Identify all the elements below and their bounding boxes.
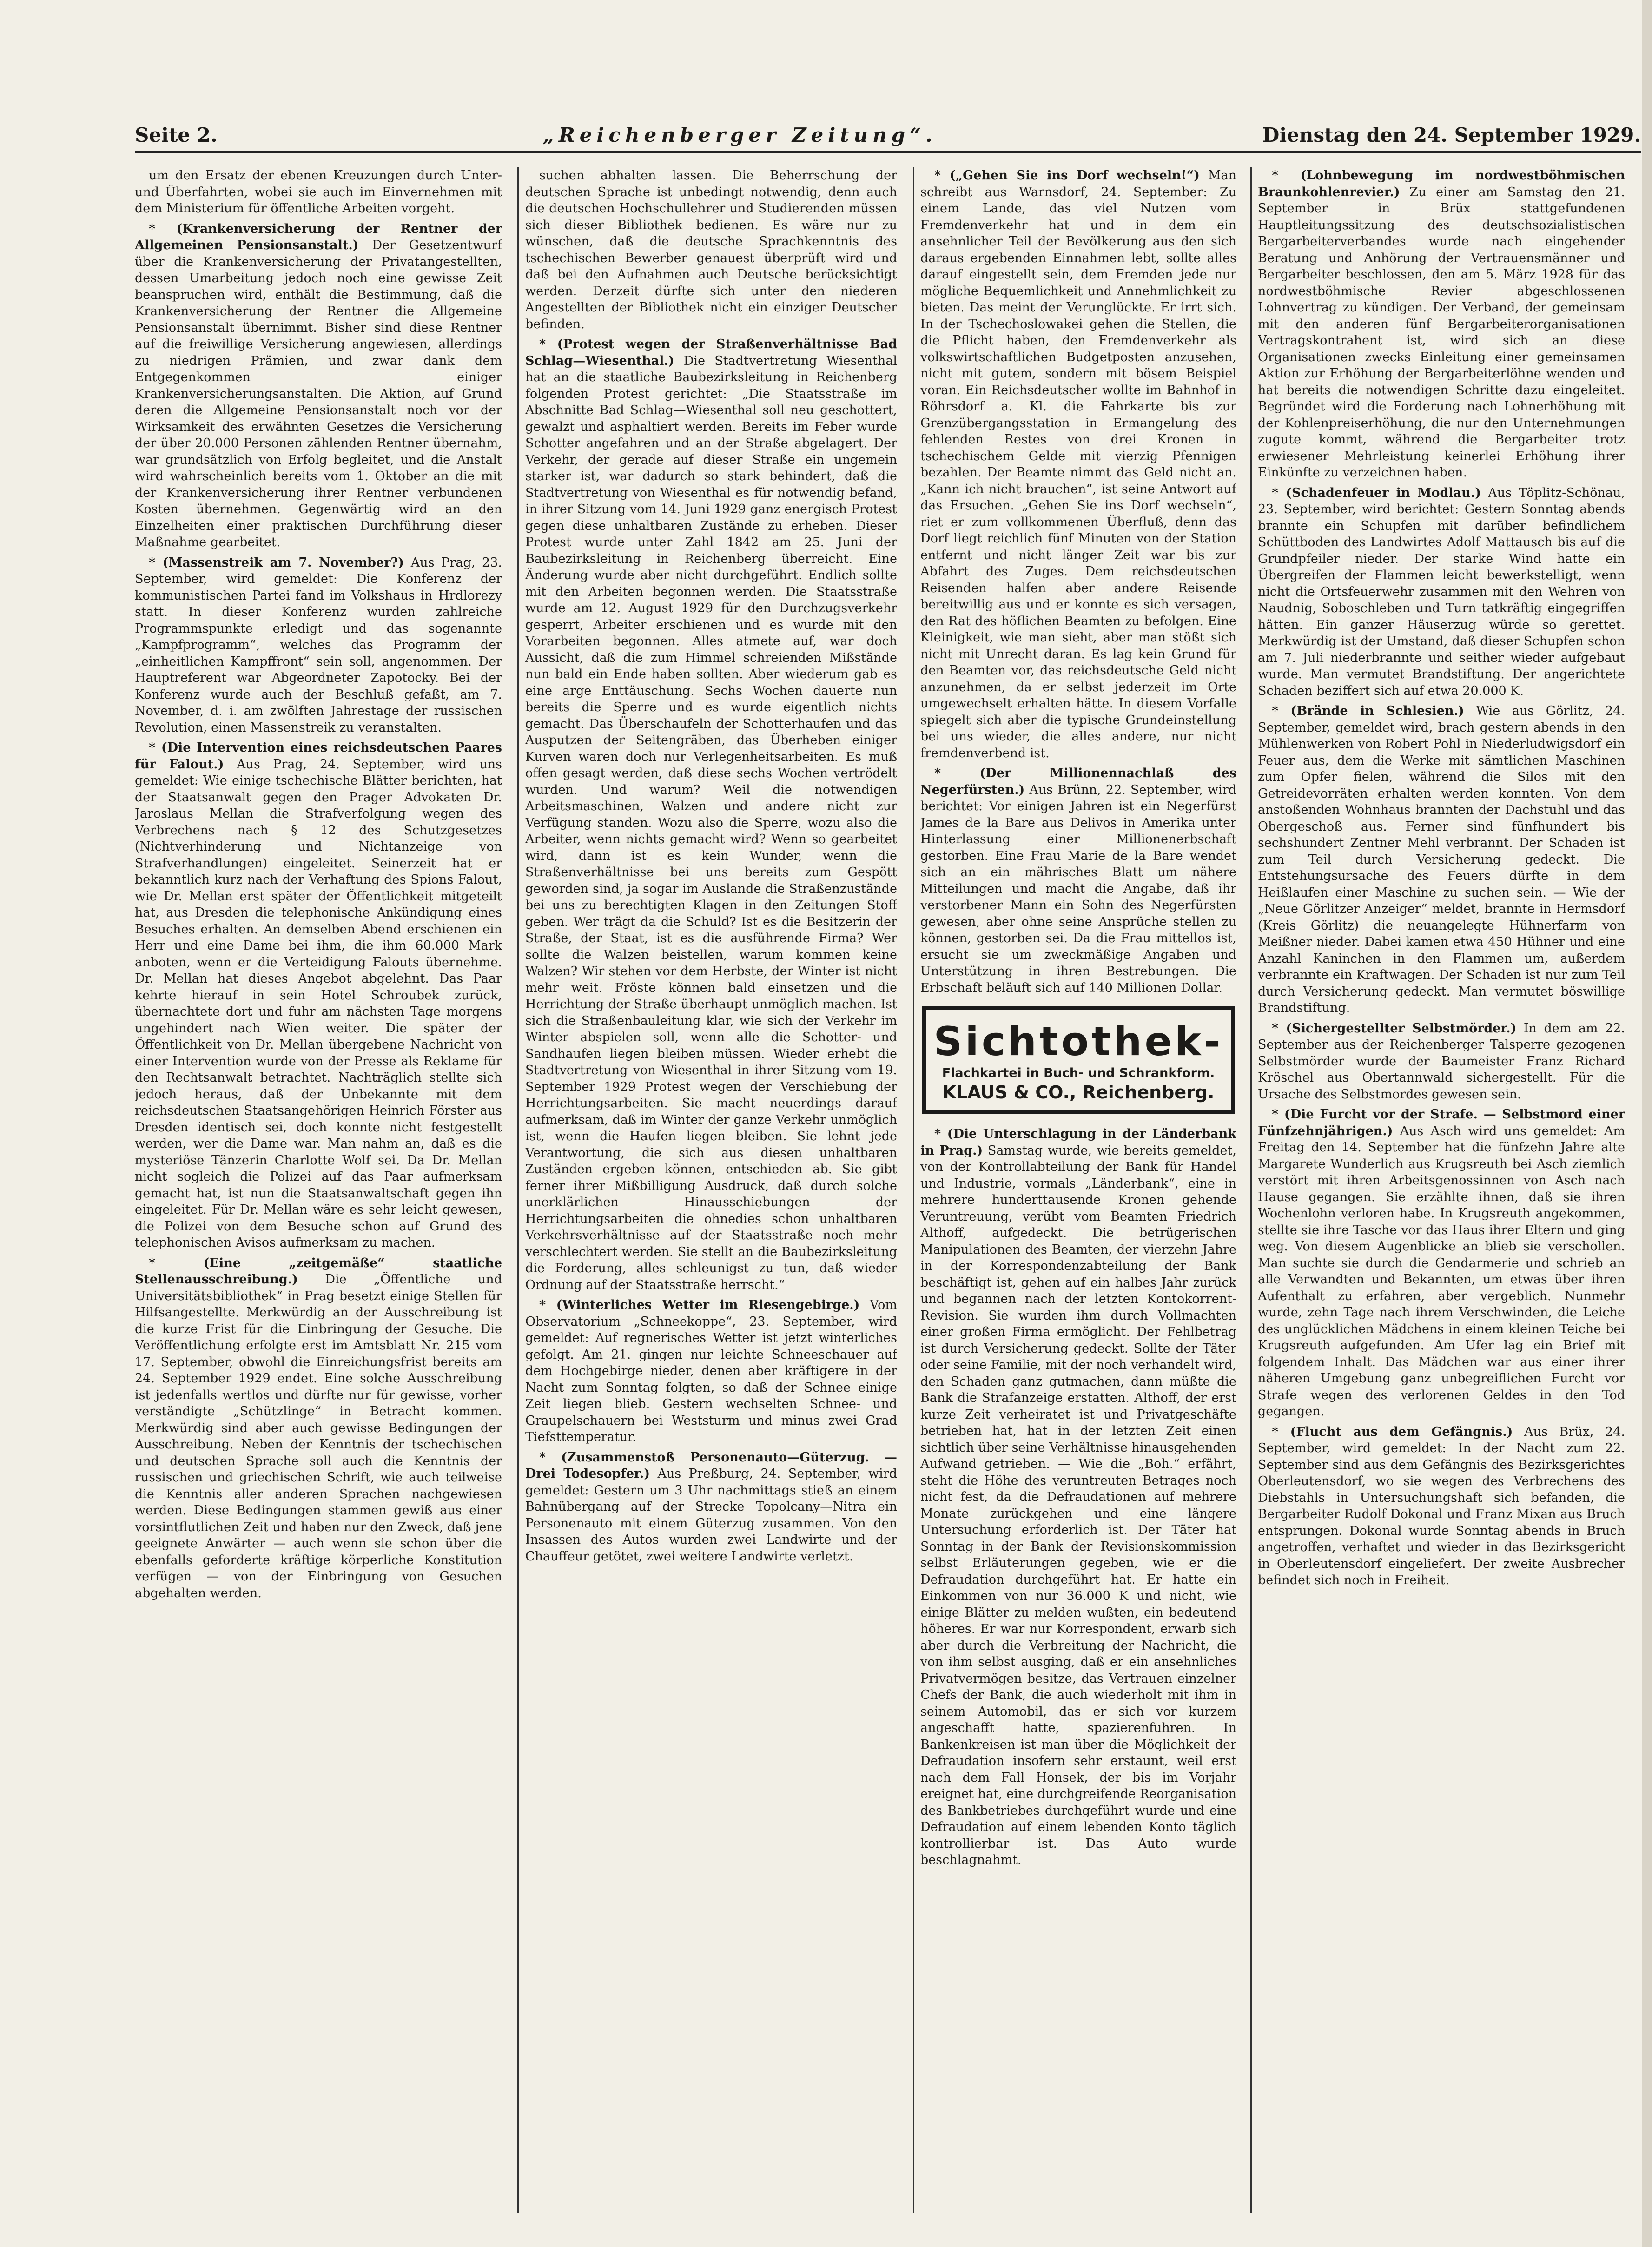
- article-paragraph: [525, 1449, 897, 1565]
- issue-date: Dienstag den 24. September 1929.: [1262, 123, 1641, 146]
- article-text: Aus Brüx, 24. September, wird gemeldet: In der Nacht zum 22. September sind aus dem Gefängnis des Bezirksgerichtes Oberleutensdorf, wo sie wegen des Verbrechens des Diebstahls in Untersuchungshaft sich befanden, die Bergarbeiter Rudolf Dokonal und Franz Mixan aus Bruch entsprungen. Dokonal wurde Sonntag abends in Bruch angetroffen, verhaftet und wieder in das Bezirksgericht in Oberleutensdorf eingeliefert. Der zweite Ausbrecher befindet sich noch in Freiheit.: [1258, 1424, 1625, 1587]
- article-text: Samstag wurde, wie bereits gemeldet, von der Kontrollabteilung der Bank für Handel und Industrie, vormals „Länderbank“, eine in mehrere hunderttausende Kronen gehende Veruntreuung, verübt vom Beamten Friedrich Althoff, aufgedeckt. Die betrügerischen Manipulationen des Beamten, der vierzehn Jahre in der Korrespondenzabteilung der Bank beschäftigt ist, gehen auf ein halbes Jahr zurück und begannen nach der letzten Kontokorrent-Revision. Sie wurden ihm durch Vollmachten einer großen Firma ermöglicht. Der Fehlbetrag ist durch Versicherung gedeckt. Sollte der Täter oder seine Familie, mit der noch verhandelt wird, den Schaden ganz gutmachen, dann müßte die Bank die Strafanzeige erstatten. Althoff, der erst kurze Zeit verheiratet ist und Privatgeschäfte betrieben hat, hat in der letzten Zeit einen sichtlich über seine Verhältnisse hinausgehenden Aufwand getrieben. — Wie die „Boh.“ erfährt, steht die Höhe des veruntreuten Betrages noch nicht fest, da die Defraudationen auf mehrere Monate zurückgehen und eine längere Untersuchung erforderlich ist. Der Täter hat Sonntag in der Bank der Revisionskommission selbst Erläuterungen gegeben, wie er die Defraudation durchgeführt hat. Er hatte ein Einkommen von nur 36.000 K und nicht, wie einige Blätter zu melden wußten, ein bedeutend höheres. Er war nur Korrespondent, erwarb sich aber durch die Verbreitung der Nachricht, die von ihm selbst ausging, daß er ein ansehnliches Privatvermögen besitze, das Vertrauen einzelner Chefs der Bank, die auch wiederholt mit ihm in seinem Automobil, das er sich vor kurzem angeschafft hatte, spazierenfuhren. In Bankenkreisen ist man über die Möglichkeit der Defraudation insofern sehr erstaunt, weil erst nach dem Fall Honsek, der bis im Vorjahr ereignet hat, eine durchgreifende Reorganisation des Bankbetriebes durchgeführt wurde und eine Defraudation auf einem lebenden Konto täglich kontrollierbar ist. Das Auto wurde beschlagnahmt.: [920, 1143, 1236, 1867]
- article-headline: * (Winterliches Wetter im Riesengebirge.): [539, 1298, 860, 1312]
- article-text: In dem am 22. September aus der Reichenberger Talsperre gezogenen Selbstmörder wurde der Baumeister Franz Richard Kröschel aus Obertannwald sichergestellt. Für die Ursache des Selbstmordes gewesen sein.: [1258, 1021, 1625, 1102]
- article-text: Aus Prag, 24. September, wird uns gemeldet: Wie einige tschechische Blätter berichten, hat der Staatsanwalt gegen den Prager Advokaten Dr. Jaroslaus Mellan die Strafverfolgung wegen des Verbrechens nach § 12 des Schutzgesetzes (Nichtverhinderung und Nichtanzeige von Strafverhandlungen) eingeleitet. Seinerzeit hat er bekanntlich kurz nach der Verhaftung des Spions Falout, wie Dr. Mellan erst später der Öffentlichkeit mitgeteilt hat, aus Dresden die telephonische Ankündigung eines Besuches erhalten. An demselben Abend erschienen ein Herr und eine Dame bei ihm, die ihm 60.000 Mark anboten, wenn er die Verteidigung Falouts übernehme. Dr. Mellan hat dieses Angebot abgelehnt. Das Paar kehrte hierauf in sein Hotel Schroubek zurück, übernachtete dort und fuhr am nächsten Tage morgens ungehindert nach Wien weiter. Die später der Öffentlichkeit von Dr. Mellan übergebene Nachricht von einer Intervention wurde von der Presse als Reklame für den Rechtsanwalt betrachtet. Nachträglich stellte sich jedoch heraus, daß der Unbekannte mit dem reichsdeutschen Staatsangehörigen Heinrich Förster aus Dresden identisch sei, doch konnte nicht festgestellt werden, wer die Dame war. Man nahm an, daß es die mysteriöse Tänzerin Charlotte Wolf sei. Da Dr. Mellan nicht sogleich die Polizei auf das Paar aufmerksam gemacht hat, ist nun die Staatsanwaltschaft gegen ihn eingeleitet. Für Dr. Mellan wäre es sehr leicht gewesen, die Polizei von dem Besuche schon auf Grund des telephonischen Avisos aufmerksam zu machen.: [135, 757, 502, 1250]
- article-headline: * („Gehen Sie ins Dorf wechseln!“): [934, 168, 1200, 183]
- article-paragraph: [1258, 1106, 1625, 1420]
- article-text: Aus Preßburg, 24. September, wird gemeldet: Gestern um 3 Uhr nachmittags stieß an einem Bahnübergang auf der Strecke Topolcany—Nitra ein Personenauto mit einem Güterzug zusammen. Von den Insassen des Autos wurden zwei Landwirte und der Chauffeur getötet, zwei weitere Landwirte verletzt.: [525, 1467, 897, 1564]
- article-paragraph: [1258, 485, 1625, 700]
- article-paragraph: [135, 1255, 502, 1602]
- article-headline: * (Schadenfeuer in Modlau.): [1272, 485, 1481, 500]
- article-headline: * (Brände in Schlesien.): [1272, 704, 1464, 718]
- column-rule: [913, 167, 914, 2213]
- advertisement-box: [922, 1006, 1235, 1114]
- article-text: Die Stadtvertretung Wiesenthal hat an die staatliche Baubezirksleitung in Reichenberg folgenden Protest gerichtet: „Die Staatsstraße im Abschnitte Bad Schlag—Wiesenthal soll neu geschottert, gewalzt und asphaltiert werden. Bereits im Feber wurde Schotter angefahren und an der Straße abgelagert. Der Verkehr, der gerade auf dieser Straße ein ungemein starker ist, war dadurch so stark behindert, daß die Stadtvertretung von Wiesenthal es für notwendig befand, in ihrer Sitzung vom 14. Juni 1929 ganz energisch Protest gegen diese unhaltbaren Zustände zu erheben. Dieser Protest wurde unter Zahl 1842 am 25. Juni der Baubezirksleitung in Reichenberg überreicht. Eine Änderung wurde aber nicht durchgeführt. Endlich sollte mit den Arbeiten begonnen werden. Die Staatsstraße wurde am 12. August 1929 für den Durchzugsverkehr gesperrt, Arbeiter erschienen und es wurde mit den Vorarbeiten begonnen. Alles atmete auf, war doch Aussicht, daß die zum Himmel schreienden Mißstände nun bald ein Ende haben sollten. Aber wiederum gab es eine arge Enttäuschung. Sechs Wochen dauerte nun bereits die Sperre und es wurde eigentlich nichts gemacht. Das Überschaufeln der Schotterhaufen und das Ausputzen der Seitengräben, das Überheben einiger Kurven waren doch nur Verlegenheitsarbeiten. Es muß offen gesagt werden, daß diese sechs Wochen vertrödelt wurden. Und warum? Weil die notwendigen Arbeitsmaschinen, Walzen und andere nicht zur Verfügung standen. Wozu also die Sperre, wozu also die Arbeiter, wenn nichts gemacht wird? Wenn so gearbeitet wird, dann ist es kein Wunder, wenn die Straßenverhältnisse bei uns bereits zum Gespött geworden sind, ja sogar im Auslande die Straßenzustände bei uns zu berechtigten Klagen in den Zeitungen Stoff geben. Wer trägt da die Schuld? Ist es die Besitzerin der Straße, der Staat, ist es die ausführende Firma? Wer sollte die Walzen beistellen, warum kommen keine Walzen? Wir stehen vor dem Herbste, der Winter ist nicht mehr weit. Fröste können bald einsetzen und die Herrichtung der Straße überhaupt unmöglich machen. Ist sich die Straßenbauleitung klar, wie sich der Verkehr im Winter abspielen soll, wenn alle die Schotter- und Sandhaufen liegen bleiben müssen. Wieder erhebt die Stadtvertretung von Wiesenthal in ihrer Sitzung vom 19. September 1929 Protest wegen der Verschiebung der Herrichtungsarbeiten. Sie macht neuerdings darauf aufmerksam, daß im Winter der ganze Verkehr unmöglich ist, wenn die Haufen liegen bleiben. Sie lehnt jede Verantwortung, die sich aus diesen unhaltbaren Zuständen ergeben können, entschieden ab. Sie gibt ferner ihrer Mißbilligung Ausdruck, daß durch solche unerklärlichen Hinausschiebungen der Herrichtungsarbeiten die ohnedies schon unhaltbaren Verkehrsverhältnisse auf der Staatsstraße noch mehr verschlechtert werden. Sie stellt an die Baubezirksleitung die Forderung, alles schleunigst zu tun, daß wieder Ordnung auf der Staatsstraße herrscht.“: [525, 353, 897, 1292]
- column-2: [525, 167, 897, 2222]
- article-text: Die „Öffentliche und Universitätsbibliothek“ in Prag besetzt einige Stellen für Hilfsangestellte. Merkwürdig an der Ausschreibung ist die kurze Frist für die Einbringung der Gesuche. Die Veröffentlichung erfolgte erst im Amtsblatt Nr. 215 vom 17. September, obwohl die Einreichungsfrist bereits am 24. September 1929 endet. Eine solche Ausschreibung ist jedenfalls wertlos und dürfte nur für gewisse, vorher verständigte „Schützlinge“ in Betracht kommen. Merkwürdig sind aber auch gewisse Bedingungen der Ausschreibung. Neben der Kenntnis der tschechischen und deutschen Sprache soll auch die Kenntnis der russischen und griechischen Schrift, wie auch teilweise die Kenntnis aller anderen Sprachen nachgewiesen werden. Diese Bedingungen stammen gewiß aus einer vorsintflutlichen Zeit und haben nur den Zweck, daß jene geeignete Anwärter — auch wenn sie schon über die ebenfalls geforderte kräftige körperliche Konstitution verfügen — von der Einbringung von Gesuchen abgehalten werden.: [135, 1272, 502, 1600]
- article-paragraph: [920, 765, 1236, 996]
- article-text: Wie aus Görlitz, 24. September, gemeldet wird, brach gestern abends in den Mühlenwerken von Robert Pohl in Niederludwigsdorf ein Feuer aus, dem die Werke mit sämtlichen Maschinen zum Opfer fielen, während die Silos mit den Getreidevorräten erhalten werden konnten. Von dem anstoßenden Wohnhaus brannten der Dachstuhl und das Obergeschoß aus. Ferner sind fünfhundert bis sechshundert Zentner Mehl verbrannt. Der Schaden ist zum Teil durch Versicherung gedeckt. Die Entstehungsursache des Feuers dürfte in dem Heißlaufen einer Maschine zu suchen sein. — Wie der „Neue Görlitzer Anzeiger“ meldet, brannte in Hermsdorf (Kreis Görlitz) die neuangelegte Hühnerfarm von Meißner nieder. Dabei kamen etwa 450 Hühner und eine Anzahl Kaninchen in den Flammen um, außerdem verbrannte ein Kraftwagen. Der Schaden ist nur zum Teil durch Versicherung gedeckt. Man vermutet böswillige Brandstiftung.: [1258, 704, 1625, 1015]
- column-1: [135, 167, 502, 2222]
- page-header: [135, 119, 1641, 153]
- article-paragraph: [135, 740, 502, 1251]
- article-headline: * (Lohnbewegung im nordwestböhmischen Braunkohlenrevier.): [1258, 168, 1625, 199]
- article-paragraph: [1258, 1424, 1625, 1589]
- article-headline: * (Krankenversicherung der Rentner der Allgemeinen Pensionsanstalt.): [135, 221, 502, 252]
- article-headline: * (Eine „zeitgemäße“ staatliche Stellenausschreibung.): [135, 1256, 502, 1287]
- article-paragraph: [525, 1297, 897, 1446]
- article-headline: * (Zusammenstoß Personenauto—Güterzug. — Drei Todesopfer.): [525, 1450, 897, 1481]
- ad-title: Sichtothek-: [933, 1018, 1223, 1065]
- article-text: suchen abhalten lassen. Die Beherrschung der deutschen Sprache ist unbedingt notwendig, denn auch die deutschen Hochschullehrer und Studierenden müssen sich dieser Bibliothek bedienen. Es wäre nur zu wünschen, daß die deutsche Sprachkenntnis des tschechischen Bewerber genauest überprüft wird und daß bei den Aufnahmen auch Deutsche berücksichtigt werden. Derzeit dürfte sich unter den niederen Angestellten der Bibliothek nicht ein einziger Deutscher befinden.: [525, 168, 897, 331]
- article-paragraph: [920, 1126, 1236, 1869]
- page-number: Seite 2.: [135, 123, 218, 146]
- article-text: Vom Observatorium „Schneekoppe“, 23. September, wird gemeldet: Auf regnerisches Wetter ist jetzt winterliches gefolgt. Am 21. gingen nur leichte Schneeschauer auf dem Hochgebirge nieder, denen aber kräftigere in der Nacht zum Sonntag folgten, so daß der Schnee einige Zeit liegen blieb. Gestern wechselten Schnee- und Graupelschauern bei Weststurm und minus zwei Grad Tiefsttemperatur.: [525, 1298, 897, 1444]
- article-text: Der Gesetzentwurf über die Krankenversicherung der Privatangestellten, dessen Umarbeitung jedoch noch eine gewisse Zeit beanspruchen wird, enthält die Bestimmung, daß die Krankenversicherung der Rentner die Allgemeine Pensionsanstalt übernimmt. Bisher sind diese Rentner auf die freiwillige Versicherung angewiesen, allerdings zu niedrigen Prämien, und zwar dank dem Entgegenkommen einiger Krankenversicherungsanstalten. Die Aktion, auf Grund deren die Allgemeine Pensionsanstalt noch vor der Wirksamkeit des erwähnten Gesetzes die Versicherung der über 20.000 Personen zählenden Rentner übernahm, war grundsätzlich von Erfolg begleitet, und die Anstalt wird wahrscheinlich bereits vom 1. Oktober an die mit der Krankenversicherung ihrer Rentner verbundenen Kosten übernehmen. Gegenwärtig wird an den Einzelheiten einer praktischen Durchführung dieser Maßnahme gearbeitet.: [135, 238, 502, 549]
- ad-subtitle: Flachkartei in Buch- und Schrankform.: [942, 1066, 1215, 1080]
- article-text: Man schreibt aus Warnsdorf, 24. September: Zu einem Lande, das viel Nutzen vom Fremdenverkehr hat und in dem ein ansehnlicher Teil der Bevölkerung aus den sich daraus ergebenden Einnahmen lebt, sollte alles darauf eingestellt sein, dem Fremden jede nur mögliche Bequemlichkeit und Annehmlichkeit zu bieten. Das meint der Verunglückte. Er irrt sich. In der Tschechoslowakei gehen die Stellen, die die Pflicht haben, den Fremdenverkehr als volkswirtschaftlichen Budgetposten anzusehen, nicht mit gutem, sondern mit bösem Beispiel voran. Ein Reichsdeutscher wollte im Bahnhof in Röhrsdorf a. Kl. die Fahrkarte bis zur Grenzübergangsstation in Ermangelung des fehlenden Restes von drei Kronen in tschechischem Gelde mit vierzig Pfennigen bezahlen. Der Beamte nimmt das Geld nicht an. „Kann ich nicht brauchen“, ist seine Antwort auf das Ersuchen. „Gehen Sie ins Dorf wechseln“, riet er zum vollkommenen Überfluß, denn das Dorf liegt reichlich fünf Minuten von der Station entfernt und nicht länger Zeit war bis zur Abfahrt des Zuges. Dem reichsdeutschen Reisenden halfen aber andere Reisende bereitwillig aus und er konnte es sich versagen, den Rat des höflichen Beamten zu befolgen. Eine Kleinigkeit, wie man sieht, aber man stößt sich nicht mit Unrecht daran. Es lag kein Grund für den Beamten vor, das reichsdeutsche Geld nicht anzunehmen, da er selbst jederzeit im Orte umgewechselt erhalten hätte. In diesem Vorfalle spiegelt sich aber die typische Grundeinstellung bei uns wieder, die alles andere, nur nicht fremdenverbend ist.: [920, 168, 1236, 760]
- column-4: [1258, 167, 1625, 2222]
- article-paragraph: [135, 167, 502, 217]
- column-rule: [517, 167, 519, 2213]
- article-headline: * (Die Intervention eines reichsdeutschen Paares für Falout.): [135, 740, 502, 772]
- article-headline: * (Protest wegen der Straßenverhältnisse Bad Schlag—Wiesenthal.): [525, 337, 897, 368]
- page-edge: [1642, 0, 1652, 2247]
- article-paragraph: [135, 221, 502, 551]
- column-3: [920, 167, 1236, 2222]
- article-paragraph: [135, 555, 502, 736]
- article-text: Aus Brünn, 22. September, wird berichtet: Vor einigen Jahren ist ein Negerfürst James de la Bare aus Delivos in Amerika unter Hinterlassung einer Millionenerbschaft gestorben. Eine Frau Marie de la Bare wendet sich an ein mährisches Blatt um nähere Mitteilungen und macht die Angabe, daß ihr verstorbener Mann ein Sohn des Negerfürsten gewesen, aber ohne seine Ansprüche stellen zu können, gestorben sei. Da die Frau mittellos ist, ersucht sie um zweckmäßige Angaben und Unterstützung in ihren Bestrebungen. Die Erbschaft beläuft sich auf 140 Millionen Dollar.: [920, 782, 1236, 995]
- article-text: Aus Töplitz-Schönau, 23. September, wird berichtet: Gestern Sonntag abends brannte ein Schupfen mit darüber befindlichem Schüttboden des Landwirtes Adolf Mattausch bis auf die Grundpfeiler nieder. Der starke Wind hatte ein Übergreifen der Flammen leicht bewerkstelligt, wenn nicht die Ortsfeuerwehr zusammen mit den Wehren von Naudnig, Soboschleben und Turn tatkräftig eingegriffen hätten. Ein ganzer Häuserzug würde so gerettet. Merkwürdig ist der Umstand, daß dieser Schupfen schon am 7. Juli niederbrannte und seither wieder aufgebaut wurde. Man vermutet Brandstiftung. Der angerichtete Schaden beziffert sich auf etwa 20.000 K.: [1258, 485, 1625, 698]
- article-paragraph: [525, 167, 897, 332]
- article-headline: * (Flucht aus dem Gefängnis.): [1272, 1424, 1513, 1439]
- article-paragraph: [1258, 1020, 1625, 1103]
- article-headline: * (Massenstreik am 7. November?): [149, 555, 404, 570]
- ad-firm: KLAUS & CO., Reichenberg.: [942, 1082, 1215, 1103]
- article-text: um den Ersatz der ebenen Kreuzungen durch Unter- und Überfahrten, wobei sie auch im Einvernehmen mit dem Ministerium für öffentliche Arbeiten vorgeht.: [135, 168, 502, 216]
- article-text: Aus Asch wird uns gemeldet: Am Freitag den 14. September hat die fünfzehn Jahre alte Margarete Wunderlich aus Krugsreuth bei Asch ziemlich verstört mit ihren Arbeitsgenossinnen von Asch nach Hause gegangen. Sie erzählte ihnen, daß sie ihren Wochenlohn verloren habe. In Krugsreuth angekommen, stellte sie ihre Tasche vor das Haus ihrer Eltern und ging weg. Von diesem Augenblicke an blieb sie verschollen. Man suchte sie durch die Gendarmerie und schrieb an alle Verwandten und Bekannten, um etwas über ihren Aufenthalt zu erfahren, aber vergeblich. Nunmehr wurde, zehn Tage nach ihrem Verschwinden, die Leiche des unglücklichen Mädchens in einem kleinen Teiche bei Krugsreuth aufgefunden. Am Ufer lag ein Brief mit folgendem Inhalt. Das Mädchen war aus einer ihrer näheren Umgebung ganz unbegreiflichen Furcht vor Strafe wegen des verlorenen Geldes in den Tod gegangen.: [1258, 1124, 1625, 1419]
- column-rule: [1250, 167, 1252, 2213]
- masthead: „Reichenberger Zeitung“.: [542, 123, 937, 146]
- article-paragraph: [525, 336, 897, 1293]
- article-paragraph: [1258, 703, 1625, 1017]
- article-headline: * (Der Millionennachlaß des Negerfürsten.): [920, 766, 1236, 797]
- article-headline: * (Die Unterschlagung in der Länderbank in Prag.): [920, 1127, 1236, 1158]
- article-text: Zu einer am Samstag den 21. September in Brüx stattgefundenen Hauptleitungssitzung des deutschsozialistischen Bergarbeiterverbandes wurde nach eingehender Beratung und Anhörung der Vertrauensmänner und Bergarbeiter beschlossen, den am 5. März 1928 für das nordwestböhmische Revier abgeschlossenen Lohnvertrag zu kündigen. Der Verband, der gemeinsam mit den anderen fünf Bergarbeiterorganisationen Vertragskontrahent ist, wird sich an diese Organisationen zwecks Einleitung einer gemeinsamen Aktion zur Erhöhung der Bergarbeiterlöhne wenden und hat bereits die notwendigen Schritte dazu eingeleitet. Begründet wird die Forderung nach Lohnerhöhung mit der Kohlenpreiserhöhung, die nur den Unternehmungen zugute kommt, während die Bergarbeiter trotz erwiesener Mehrleistung keinerlei Erhöhung ihrer Einkünfte zu verzeichnen haben.: [1258, 185, 1625, 480]
- article-text: Aus Prag, 23. September, wird gemeldet: Die Konferenz der kommunistischen Partei fand im Volkshaus in Hrdlorezy statt. In dieser Konferenz wurden zahlreiche Programmspunkte erledigt und das sogenannte „Kampfprogramm“, welches das Programm der „einheitlichen Kampffront“ sein soll, angenommen. Der Hauptreferent war Abgeordneter Zapotocky. Bei der Konferenz wurde auch der Beschluß gefaßt, am 7. November, d. i. am zwölften Jahrestage der russischen Revolution, einen Massenstreik zu veranstalten.: [135, 555, 502, 735]
- article-headline: * (Sichergestellter Selbstmörder.): [1272, 1021, 1517, 1036]
- article-headline: * (Die Furcht vor der Strafe. — Selbstmord einer Fünfzehnjährigen.): [1258, 1107, 1625, 1138]
- article-paragraph: [1258, 167, 1625, 481]
- article-paragraph: [920, 167, 1236, 761]
